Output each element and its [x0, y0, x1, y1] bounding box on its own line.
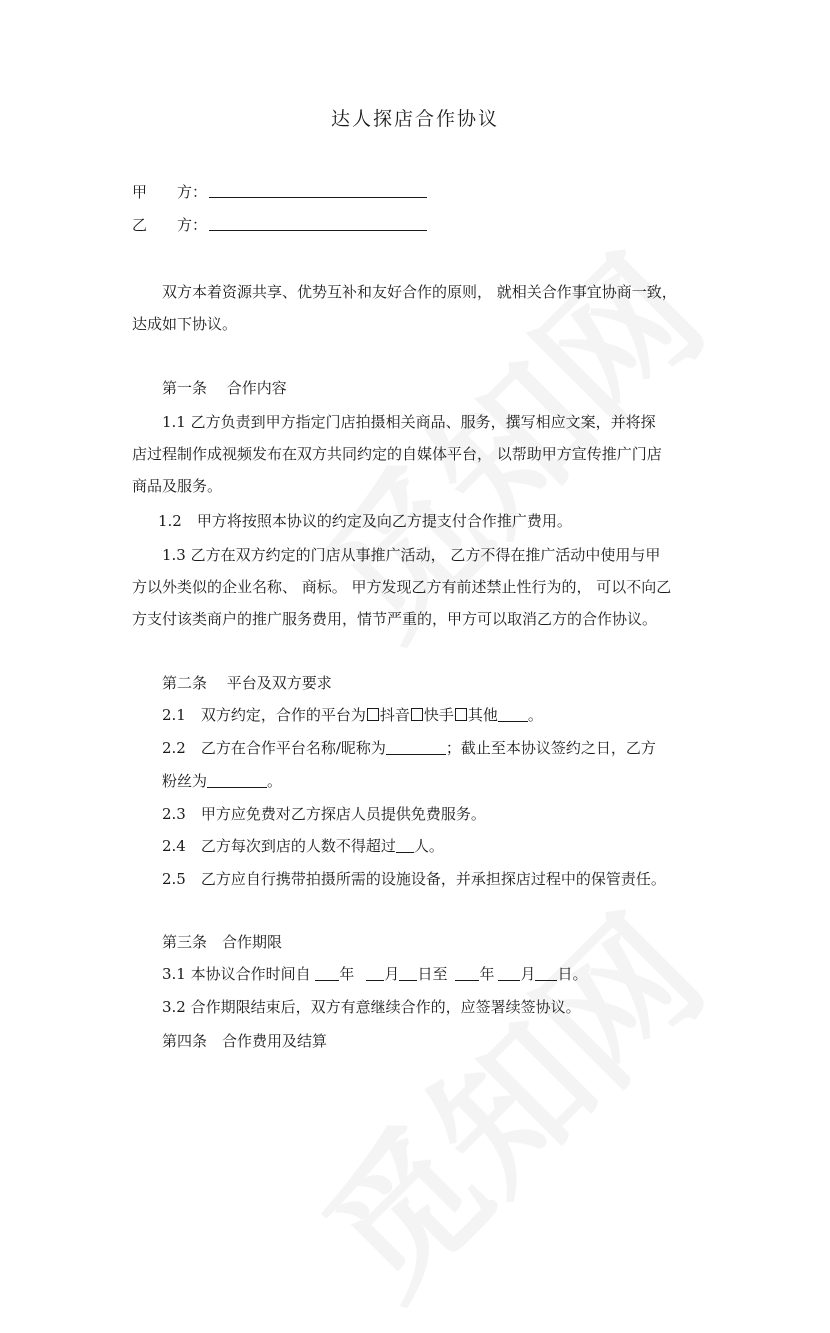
nickname-blank[interactable] [386, 739, 446, 755]
year-label: 年 [339, 965, 355, 983]
start-year-blank[interactable] [315, 965, 339, 981]
clause-3-1-text: 3.1 本协议合作时间自 [162, 965, 316, 983]
party-a-label: 甲 方： [132, 183, 208, 201]
end-month-blank[interactable] [498, 965, 520, 981]
intro-line-1: 双方本着资源共享、优势互补和友好合作的原则， 就相关合作事宜协商一致， [162, 283, 677, 301]
party-a-row [132, 181, 427, 203]
platform-douyin-checkbox[interactable] [367, 708, 379, 721]
platform-kuaishou-checkbox[interactable] [411, 708, 423, 721]
followers-end: 。 [267, 772, 283, 790]
headcount-blank[interactable] [396, 837, 414, 853]
platform-douyin-label: 抖音 [379, 706, 410, 724]
start-day-blank[interactable] [399, 965, 417, 981]
clause-2-4 [162, 830, 444, 862]
clause-2-1-end: 。 [527, 706, 543, 724]
clause-2-4-end: 人。 [413, 837, 444, 855]
article-4-heading: 第四条 合作费用及结算 [162, 1032, 328, 1050]
platform-other-checkbox[interactable] [455, 708, 467, 721]
platform-other-blank[interactable] [498, 706, 528, 722]
clause-2-2-mid: ；截止至本协议签约之日，乙方 [445, 739, 656, 757]
month-label: 月 [520, 965, 536, 983]
start-month-blank[interactable] [366, 965, 384, 981]
party-b-label: 乙 方： [132, 216, 208, 234]
clause-1-3-line-1: 1.3 乙方在双方约定的门店从事推广活动， 乙方不得在推广活动中使用与甲 [162, 546, 661, 564]
clause-2-4-text: 2.4 乙方每次到店的人数不得超过 [162, 837, 396, 855]
document-title: 达人探店合作协议 [330, 108, 499, 130]
party-b-blank[interactable] [209, 216, 427, 231]
month-label: 月 [384, 965, 400, 983]
day-to-label: 日至 [417, 965, 448, 983]
article-2-heading: 第二条 平台及双方要求 [162, 674, 332, 692]
clause-2-3: 2.3 甲方应免费对乙方探店人员提供免费服务。 [162, 805, 486, 823]
end-day-blank[interactable] [535, 965, 557, 981]
followers-label: 粉丝为 [162, 772, 208, 790]
article-1-heading: 第一条 合作内容 [162, 379, 287, 397]
clause-2-1 [162, 699, 543, 731]
platform-other-label: 其他 [467, 706, 498, 724]
platform-kuaishou-label: 快手 [423, 706, 454, 724]
clause-2-2-line-2 [162, 765, 282, 797]
intro-line-2: 达成如下协议。 [132, 315, 238, 333]
year-label: 年 [479, 965, 495, 983]
party-b-row [132, 214, 427, 236]
clause-2-2-text: 2.2 乙方在合作平台名称/昵称为 [162, 739, 386, 757]
day-label: 日。 [557, 965, 588, 983]
clause-2-2-line-1 [162, 732, 656, 764]
clause-1-1-line-2: 店过程制作成视频发布在双方共同约定的自媒体平台， 以帮助甲方宣传推广门店 [132, 445, 662, 463]
clause-1-1-line-3: 商品及服务。 [132, 477, 223, 495]
clause-1-2: 1.2 甲方将按照本协议的约定及向乙方提支付合作推广费用。 [158, 512, 572, 530]
followers-blank[interactable] [207, 772, 267, 788]
watermark [270, 863, 741, 1333]
clause-2-1-text: 2.1 双方约定，合作的平台为 [162, 706, 366, 724]
clause-1-3-line-2: 方以外类似的企业名称、 商标。 甲方发现乙方有前述禁止性行为的， 可以不向乙 [132, 578, 672, 596]
clause-2-5: 2.5 乙方应自行携带拍摄所需的设施设备，并承担探店过程中的保管责任。 [162, 870, 666, 888]
clause-1-3-line-3: 方支付该类商户的推广服务费用，情节严重的，甲方可以取消乙方的合作协议。 [132, 610, 658, 628]
party-a-blank[interactable] [209, 183, 427, 198]
clause-1-1-line-1: 1.1 乙方负责到甲方指定门店拍摄相关商品、服务，撰写相应文案，并将探 [162, 413, 656, 431]
clause-3-1 [162, 958, 588, 990]
clause-3-2: 3.2 合作期限结束后，双方有意继续合作的，应签署续签协议。 [162, 998, 581, 1016]
end-year-blank[interactable] [455, 965, 479, 981]
article-3-heading: 第三条 合作期限 [162, 933, 283, 951]
